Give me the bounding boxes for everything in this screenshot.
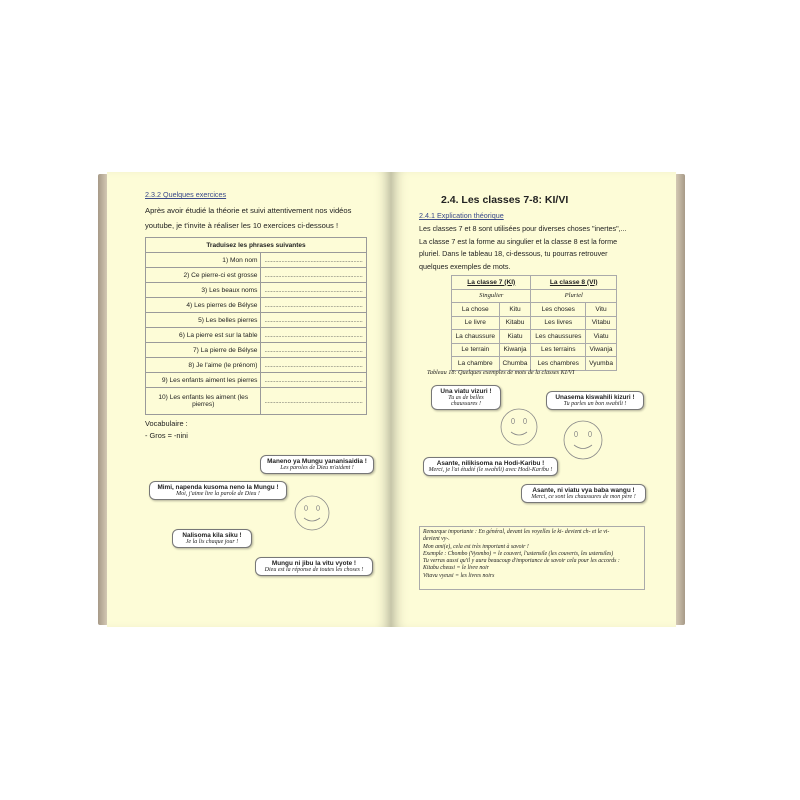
remark-line: devient vy-. [423, 536, 450, 543]
smiley-face-icon [499, 404, 539, 450]
remark-line: Kitabu cheusi = le livre noir [423, 565, 490, 572]
exercise-table-header: Traduisez les phrases suivantes [146, 238, 367, 253]
page-title: 2.4. Les classes 7-8: KI/VI [441, 194, 569, 206]
speech-bubble: Nalisoma kila siku ! Je la lis chaque jour ! [172, 529, 252, 548]
table-row: 5) Les belles pierres ................................................................ [146, 313, 367, 328]
table-row: 10) Les enfants les aiment (les pierres) ................................................................ [146, 388, 367, 415]
column-header: La classe 7 (KI) [452, 276, 531, 290]
answer-field[interactable]: ................................................................ [261, 313, 367, 328]
right-page [391, 172, 676, 627]
smiley-face-icon [561, 417, 605, 463]
classes-table [451, 275, 617, 371]
speech-bubble: Mungu ni jibu la vitu vyote ! Dieu est la réponse de toutes les choses ! [255, 557, 373, 576]
vocabulary-title: Vocabulaire : [145, 419, 188, 428]
column-subheader: Singulier [452, 289, 531, 303]
remark-line: Tu verras aussi qu'il y aura beaucoup d'importance de savoir cela pour les accords : [423, 558, 620, 565]
vocabulary-item: - Gros = -nini [145, 431, 188, 440]
table-row: La chose Kitu Les choses Vitu [452, 303, 617, 317]
table-caption: Tableau 18: Quelques exemples de mots de la classes KI/VI [427, 369, 575, 376]
answer-field[interactable]: ................................................................ [261, 283, 367, 298]
remark-line: Exemple : Chombo (Vyombo) = le couvert, l'ustensile (les couverts, les ustensiles) [423, 550, 614, 557]
table-row: 3) Les beaux noms ................................................................ [146, 283, 367, 298]
left-page [107, 172, 391, 627]
remark-line: Mon ami(e), cela est très important à savoir ! [423, 543, 529, 550]
column-subheader: Pluriel [531, 289, 617, 303]
speech-bubble: Mimi, napenda kusoma neno la Mungu ! Moi, j'aime lire la parole de Dieu ! [149, 481, 287, 500]
column-header: La classe 8 (VI) [531, 276, 617, 290]
speech-bubble: Asante, nilikisoma na Hodi-Karibu ! Merci, je l'ai étudié (le swahili) avec Hodi-Karibu ! [423, 457, 558, 476]
answer-field[interactable]: ................................................................ [261, 358, 367, 373]
section-heading: 2.3.2 Quelques exercices [145, 190, 227, 199]
answer-field[interactable]: ................................................................ [261, 328, 367, 343]
intro-paragraph [145, 203, 385, 233]
table-row: 2) Ce pierre-ci est grosse ................................................................ [146, 268, 367, 283]
remark-line: Remarque importante : En général, devant les voyelles le ki- devient ch- et le vi- [423, 529, 610, 535]
table-row: 9) Les enfants aiment les pierres ................................................................ [146, 373, 367, 388]
answer-field[interactable]: ................................................................ [261, 343, 367, 358]
speech-bubble: Asante, ni viatu vya baba wangu ! Merci, ce sont les chaussures de mon père ! [521, 484, 646, 503]
table-row: 7) La pierre de Bélyse ................................................................ [146, 343, 367, 358]
paragraph-line: quelques exemples de mots. [419, 261, 511, 271]
table-row: Le livre Kitabu Les livres Vitabu [452, 316, 617, 330]
table-row: 4) Les pierres de Bélyse ................................................................ [146, 298, 367, 313]
remark-line: Vitavu vyeusi = les livres noirs [423, 572, 495, 579]
answer-field[interactable]: ................................................................ [261, 253, 367, 268]
book-edge-right [675, 174, 685, 625]
answer-field[interactable]: ................................................................ [261, 388, 367, 415]
paragraph-line: pluriel. Dans le tableau 18, ci-dessous, tu pourras retrouver [419, 249, 608, 258]
intro-line-2: youtube, je t'invite à réaliser les 10 exercices ci-dessous ! [145, 221, 339, 230]
speech-bubble: Una viatu vizuri ! Tu as de belles chaussures ! [431, 385, 501, 410]
remark-box [419, 526, 645, 590]
vocabulary [145, 418, 188, 442]
paragraph-line: Les classes 7 et 8 sont utilisées pour diverses choses "inertes",... [419, 224, 627, 233]
open-book [103, 172, 680, 627]
explanation-paragraph [419, 223, 669, 273]
smiley-face-icon [292, 492, 332, 534]
answer-field[interactable]: ................................................................ [261, 268, 367, 283]
speech-bubble: Unasema kiswahili kizuri ! Tu parles un bon swahili ! [546, 391, 644, 410]
answer-field[interactable]: ................................................................ [261, 373, 367, 388]
exercise-table [145, 237, 367, 415]
paragraph-line: La classe 7 est la forme au singulier et la classe 8 est la forme [419, 236, 618, 246]
answer-field[interactable]: ................................................................ [261, 298, 367, 313]
table-row: 1) Mon nom ................................................................ [146, 253, 367, 268]
table-row: La chaussure Kiatu Les chaussures Viatu [452, 330, 617, 344]
table-row: Le terrain Kiwanja Les terrains Viwanja [452, 343, 617, 357]
table-row: La chambre Chumba Les chambres Vyumba [452, 357, 617, 371]
speech-bubble: Maneno ya Mungu yananisaidia ! Les paroles de Dieu m'aident ! [260, 455, 374, 474]
intro-line-1: Après avoir étudié la théorie et suivi attentivement nos vidéos [145, 206, 352, 215]
section-heading: 2.4.1 Explication théorique [419, 211, 504, 220]
table-row: 8) Je l'aime (le prénom) ................................................................ [146, 358, 367, 373]
table-row: 6) La pierre est sur la table ................................................................ [146, 328, 367, 343]
